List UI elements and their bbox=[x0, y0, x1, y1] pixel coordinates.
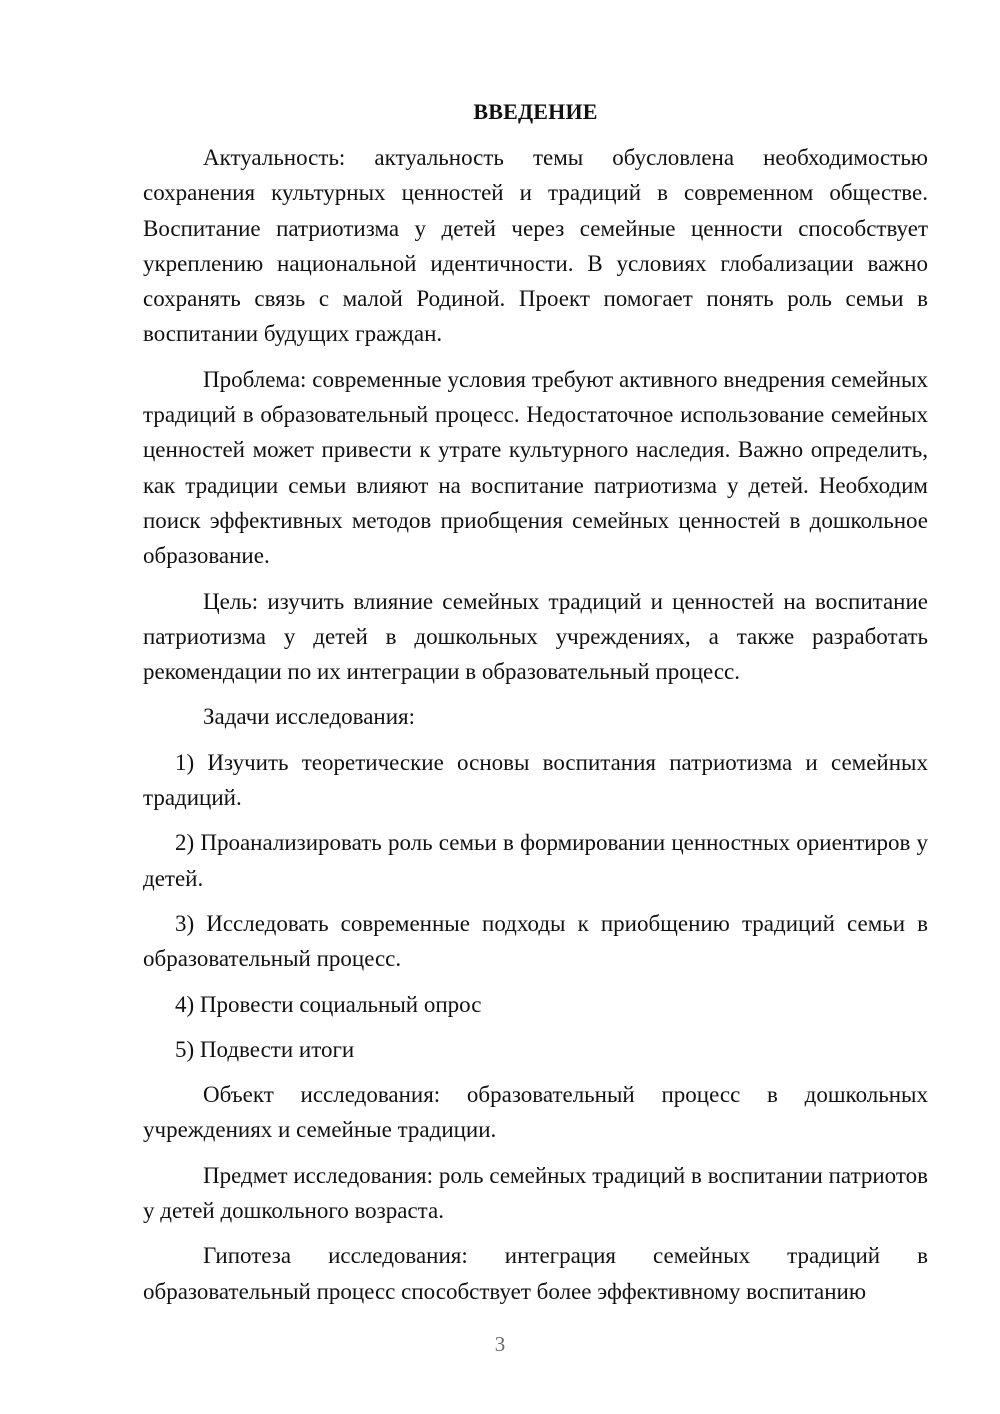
subject-paragraph: Предмет исследования: роль семейных традиций в воспитании патриотов у детей дошкольного возраста. bbox=[143, 1162, 928, 1224]
relevance-paragraph: Актуальность: актуальность темы обусловлена необходимостью сохранения культурных ценностей и традиций в современном обществе. Воспитание патриотизма у детей через семейные ценности способствует укреплению национальной идентичности. В условиях глобализации важно сохранять связь с малой Родиной. Проект помогает понять роль семьи в воспитании будущих граждан. bbox=[143, 145, 928, 347]
document-page bbox=[143, 96, 928, 1319]
task-item: 1) Изучить теоретические основы воспитания патриотизма и семейных традиций. bbox=[143, 749, 928, 811]
object-paragraph: Объект исследования: образовательный процесс в дошкольных учреждениях и семейные традиции. bbox=[143, 1082, 928, 1143]
hypothesis-paragraph: Гипотеза исследования: интеграция семейных традиций в образовательный процесс способствует более эффективному воспитанию bbox=[143, 1243, 928, 1304]
goal-paragraph: Цель: изучить влияние семейных традиций и ценностей на воспитание патриотизма у детей в дошкольных учреждениях, а также разработать рекомендации по их интеграции в образовательный процесс. bbox=[143, 588, 928, 685]
task-item: 4) Провести социальный опрос bbox=[175, 991, 482, 1017]
section-heading: ВВЕДЕНИЕ bbox=[473, 99, 598, 124]
problem-paragraph: Проблема: современные условия требуют активного внедрения семейных традиций в образовательный процесс. Недостаточное использование семейных ценностей может привести к утрате культурного наследия. Важно определить, как традиции семьи влияют на воспитание патриотизма у детей. Необходим поиск эффективных методов приобщения семейных ценностей в дошкольное образование. bbox=[143, 366, 928, 569]
task-item: 5) Подвести итоги bbox=[175, 1036, 355, 1062]
task-item: 3) Исследовать современные подходы к приобщению традиций семьи в образовательный процесс. bbox=[143, 910, 928, 972]
page-number: 3 bbox=[494, 1332, 506, 1356]
tasks-title: Задачи исследования: bbox=[203, 704, 416, 730]
task-item: 2) Проанализировать роль семьи в формировании ценностных ориентиров у детей. bbox=[143, 830, 928, 891]
